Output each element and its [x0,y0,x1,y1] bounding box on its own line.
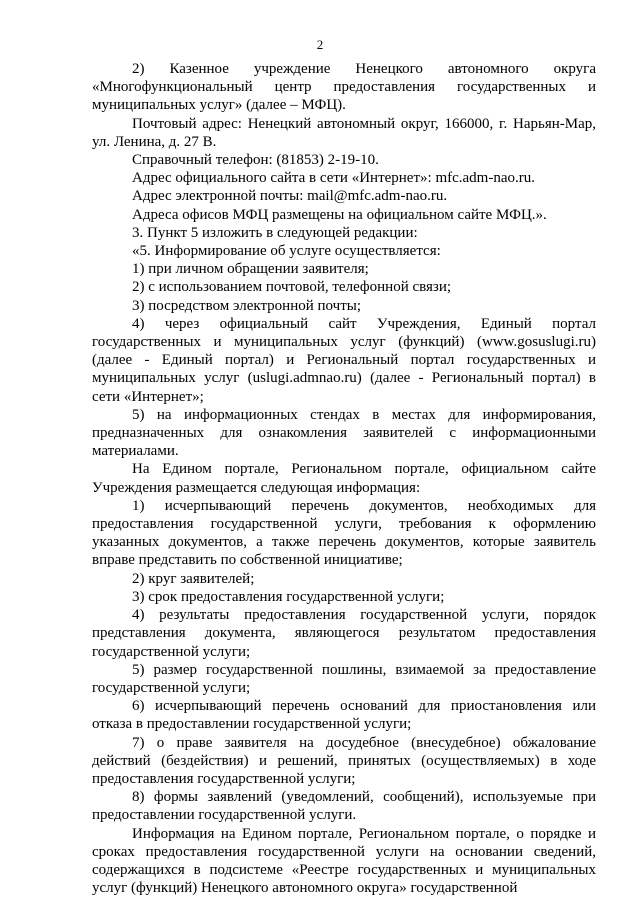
paragraph: 6) исчерпывающий перечень оснований для приостановления или отказа в предоставлении государственной услуги; [92,698,596,733]
paragraph: 4) результаты предоставления государственной услуги, порядок представления документа, являющегося результатом предоставления государственной услуги; [92,607,596,660]
paragraph: Адрес электронной почты: mail@mfc.adm-nao.ru. [132,188,448,205]
paragraph: 3) срок предоставления государственной услуги; [132,588,445,605]
paragraph: 7) о праве заявителя на досудебное (внесудебное) обжалование действий (бездействия) и решений, принятых (осуществляемых) в ходе предоставления государственной услуги; [92,734,596,787]
paragraph: 2) круг заявителей; [132,570,255,587]
paragraph: 1) при личном обращении заявителя; [132,261,369,278]
paragraph: 1) исчерпывающий перечень документов, необходимых для предоставления государственной услуги, требования к оформлению указанных документов, а также перечень документов, которые заявитель вправе представить по собственной инициативе; [92,497,596,569]
paragraph: Почтовый адрес: Ненецкий автономный округ, 166000, г. Нарьян-Мар, ул. Ленина, д. 27 В. [92,115,596,150]
paragraph: 5) на информационных стендах в местах для информирования, предназначенных для ознакомления заявителей с информационными материалами. [92,406,596,460]
paragraph: 4) через официальный сайт Учреждения, Единый портал государственных и муниципальных услуг (функций) (www.gosuslugi.ru) (далее - Единый портал) и Региональный портал государственных и муниципальных услуг (uslugi.admnao.ru) (далее - Региональный портал) в сети «Интернет»; [92,315,596,405]
document-body [92,60,596,897]
paragraph: 3) посредством электронной почты; [132,297,361,314]
page-number: 2 [316,37,324,52]
paragraph: 8) формы заявлений (уведомлений, сообщений), используемые при предоставлении государственной услуги. [92,789,596,824]
paragraph: На Едином портале, Региональном портале, официальном сайте Учреждения размещается следующая информация: [92,461,596,496]
paragraph: Информация на Едином портале, Региональном портале, о порядке и сроках предоставления государственной услуги на основании сведений, содержащихся в подсистеме «Реестре государственных и муниципальных услуг (функций) Ненецкого автономного округа» государственной [92,825,596,897]
paragraph: Адрес официального сайта в сети «Интернет»: mfc.adm-nao.ru. [132,170,535,187]
paragraph: 5) размер государственной пошлины, взимаемой за предоставление государственной услуги; [92,661,596,696]
paragraph: 2) Казенное учреждение Ненецкого автономного округа «Многофункциональный центр предоставления государственных и муниципальных услуг» (далее – МФЦ). [92,61,596,114]
paragraph: «5. Информирование об услуге осуществляется: [132,243,441,260]
paragraph: 2) с использованием почтовой, телефонной связи; [132,279,452,296]
paragraph: Справочный телефон: (81853) 2-19-10. [132,152,379,169]
paragraph: 3. Пункт 5 изложить в следующей редакции: [132,224,418,241]
paragraph: Адреса офисов МФЦ размещены на официальном сайте МФЦ.». [132,206,547,223]
